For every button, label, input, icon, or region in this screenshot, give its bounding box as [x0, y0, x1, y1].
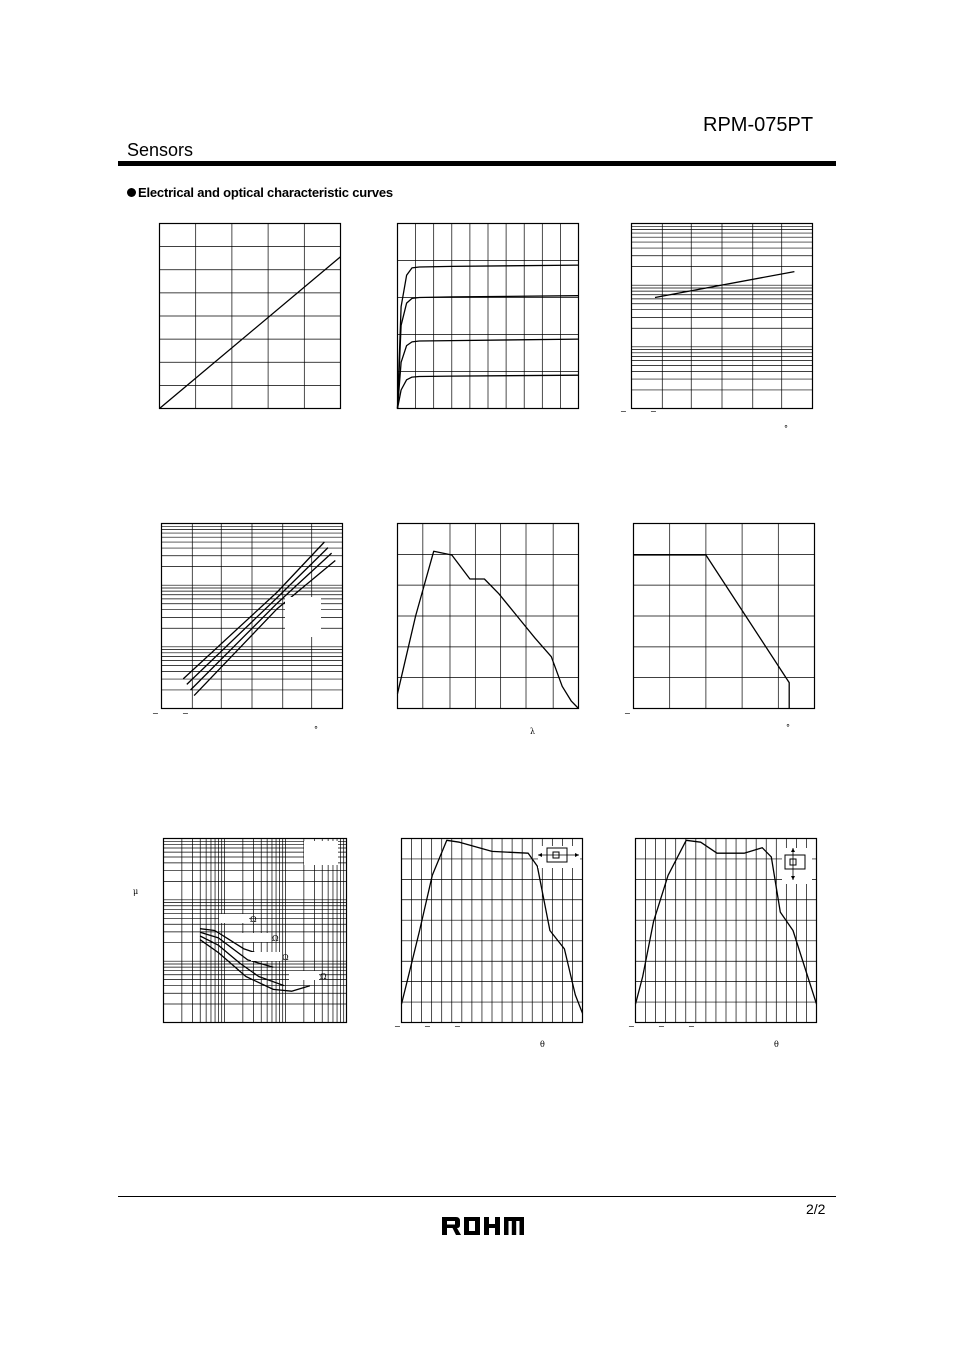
part-number: RPM-075PT: [703, 114, 814, 136]
minus-glyph: −: [454, 1022, 461, 1031]
category-label: Sensors: [127, 140, 194, 160]
minus-glyph: −: [152, 709, 159, 718]
header-rule: [118, 161, 836, 166]
lambda-glyph: λ: [530, 727, 536, 736]
chart-3: [631, 223, 813, 409]
chart-4: [161, 523, 343, 709]
ohm-glyph: Ω: [282, 953, 289, 962]
legend-box: [304, 841, 338, 865]
chart-7: [163, 838, 347, 1023]
curve-label-box: [289, 971, 319, 980]
series-line-1: [634, 555, 790, 709]
ohm-glyph: Ω: [320, 972, 327, 981]
theta-glyph: θ: [774, 1040, 779, 1049]
curve-label-box: [251, 952, 281, 961]
footer-rule: [118, 1196, 836, 1197]
minus-glyph: −: [624, 709, 631, 718]
mu-glyph: μ: [133, 887, 139, 896]
minus-glyph: −: [182, 709, 189, 718]
ohm-glyph: Ω: [250, 915, 257, 924]
rohm-logo: [441, 1215, 525, 1237]
plot-frame: [164, 839, 347, 1023]
chart-2: [397, 223, 579, 409]
series-line-1: [398, 551, 579, 708]
minus-glyph: −: [424, 1022, 431, 1031]
chart-5: [397, 523, 579, 709]
series-line-1: [160, 257, 341, 409]
minus-glyph: −: [394, 1022, 401, 1031]
degree-glyph: °: [786, 723, 790, 732]
degree-glyph: °: [314, 725, 318, 734]
minus-glyph: −: [688, 1022, 695, 1031]
legend-box: [285, 597, 321, 637]
chart-6: [633, 523, 815, 709]
series-line-1: [655, 272, 794, 298]
minus-glyph: −: [628, 1022, 635, 1031]
theta-glyph: θ: [540, 1040, 545, 1049]
page-number: 2/2: [806, 1201, 826, 1217]
section-title: [127, 185, 393, 200]
minus-glyph: −: [620, 407, 627, 416]
series-line-4: [200, 940, 310, 992]
ohm-glyph: Ω: [272, 934, 279, 943]
sensor-package-icon: [785, 855, 805, 869]
chart-8: [401, 838, 583, 1023]
curve-label-box: [219, 914, 249, 923]
chart-1: [159, 223, 341, 409]
minus-glyph: −: [658, 1022, 665, 1031]
degree-glyph: °: [784, 424, 788, 433]
section-title-text: Electrical and optical characteristic curves: [138, 185, 393, 200]
minus-glyph: −: [650, 407, 657, 416]
bullet-icon: [127, 188, 136, 197]
chart-9: [635, 838, 817, 1023]
curve-label-box: [241, 933, 271, 942]
